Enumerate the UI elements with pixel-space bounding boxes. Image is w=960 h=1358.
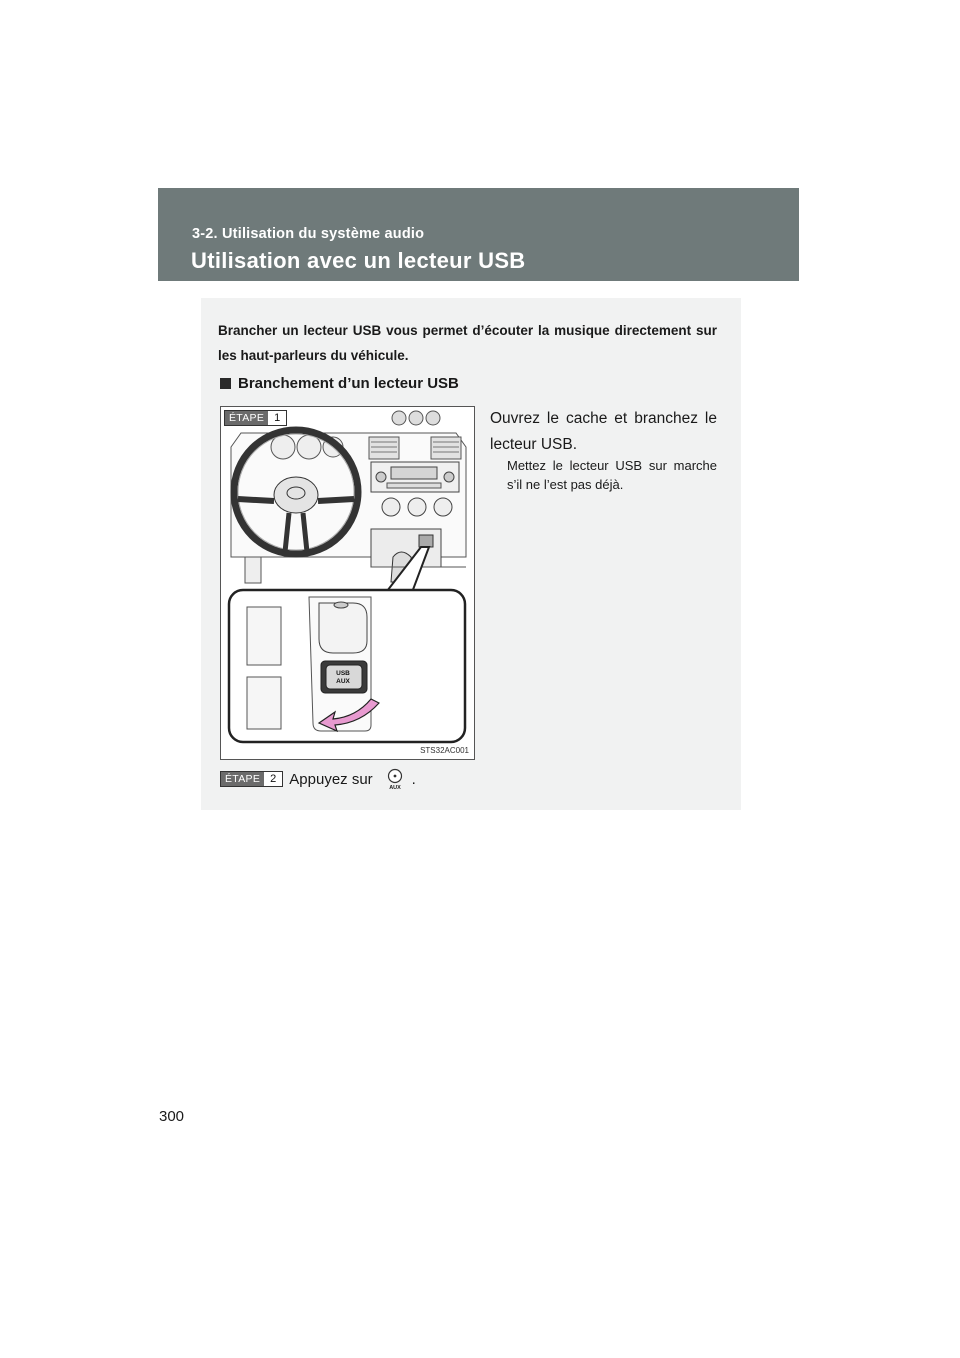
- subheading: [220, 375, 459, 392]
- dashboard-drawing: [221, 407, 475, 760]
- step-2-text: Appuyez sur: [289, 770, 373, 788]
- bullet-square-icon: [220, 378, 231, 389]
- aux-button-icon: [385, 768, 405, 790]
- chapter-header: [158, 188, 799, 281]
- subheading-text: Branchement d’un lecteur USB: [238, 375, 459, 392]
- step-1-badge: [224, 410, 287, 426]
- aux-socket-label: AUX: [336, 678, 350, 685]
- intro-text: Brancher un lecteur USB vous permet d’écouter la musique directement sur les haut-parleurs du véhicule.: [218, 323, 717, 363]
- page-title: Utilisation avec un lecteur USB: [191, 248, 526, 273]
- step-1-badge-label: ÉTAPE: [225, 411, 268, 425]
- step-2-badge-label: ÉTAPE: [221, 772, 264, 786]
- step-2-badge: [220, 771, 283, 787]
- step-2-badge-number: 2: [264, 772, 282, 786]
- usb-socket-label: USB: [336, 670, 350, 677]
- step-2: [220, 768, 416, 790]
- content-box: [201, 298, 741, 810]
- step-1-badge-number: 1: [268, 411, 286, 425]
- page-number: 300: [159, 1108, 185, 1125]
- figure-code: STS32AC001: [420, 746, 469, 755]
- step-2-period: .: [411, 770, 416, 788]
- section-title: 3-2. Utilisation du système audio: [192, 226, 425, 242]
- step-1-text: Ouvrez le cache et branchez le lecteur USB.: [490, 410, 717, 453]
- step-1-note: Mettez le lecteur USB sur marche s’il ne l’est pas déjà.: [507, 458, 717, 492]
- dashboard-illustration: [220, 406, 475, 760]
- aux-icon-label: AUX: [388, 785, 401, 790]
